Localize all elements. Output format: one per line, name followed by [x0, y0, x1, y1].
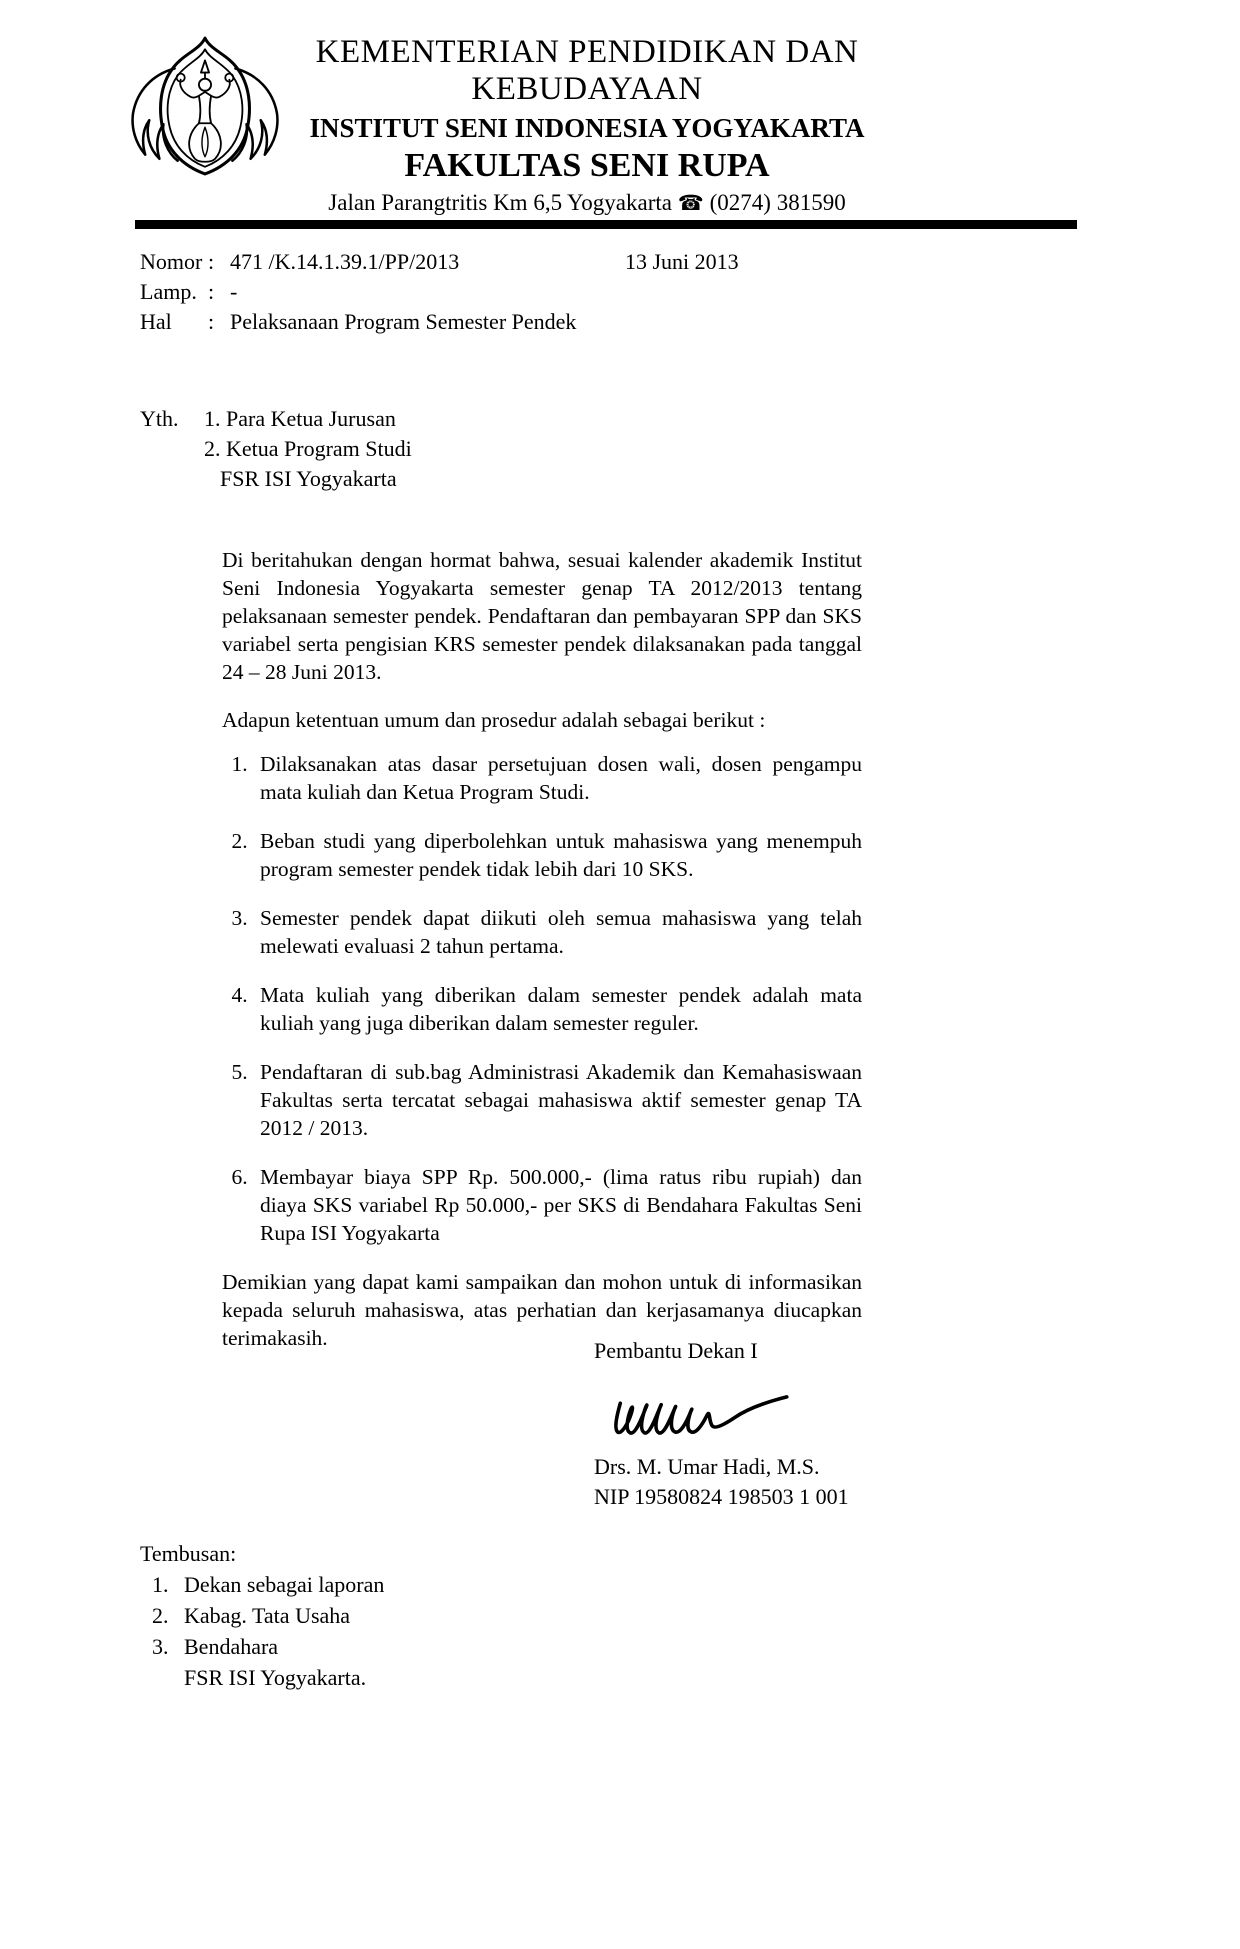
term-item: 6. Membayar biaya SPP Rp. 500.000,- (lima ratus ribu rupiah) dan diaya SKS variabel Rp 50.000,- per SKS di Bendahara Fakultas Seni Rupa ISI Yogyakarta — [253, 1163, 862, 1247]
nomor-value: 471 /K.14.1.39.1/PP/2013 — [230, 249, 460, 274]
lamp-row — [140, 277, 900, 307]
hal-row — [140, 307, 900, 337]
signer-title: Pembantu Dekan I — [594, 1338, 758, 1363]
phone-icon: ☎ — [677, 191, 704, 216]
ministry-name: KEMENTERIAN PENDIDIKAN DAN KEBUDAYAAN — [315, 34, 859, 107]
letterhead — [262, 34, 912, 216]
term-item: 2. Beban studi yang diperbolehkan untuk mahasiswa yang menempuh program semester pendek tidak lebih dari 10 SKS. — [253, 827, 862, 883]
lamp-label: Lamp. — [140, 279, 197, 304]
cc-label: Tembusan: — [140, 1541, 237, 1566]
nomor-colon: : — [208, 249, 215, 274]
hal-colon: : — [208, 309, 215, 334]
cc-footer: FSR ISI Yogyakarta. — [184, 1665, 367, 1690]
term-item: 3. Semester pendek dapat diikuti oleh semua mahasiswa yang telah melewati evaluasi 2 tahun pertama. — [253, 904, 862, 960]
signer-nip: NIP 19580824 198503 1 001 — [594, 1484, 849, 1509]
reference-block — [140, 247, 900, 337]
letter-date: 13 Juni 2013 — [625, 249, 739, 274]
recipient-line: 1. Para Ketua Jurusan — [204, 406, 396, 431]
terms-intro: Adapun ketentuan umum dan prosedur adalah sebagai berikut : — [222, 708, 766, 732]
cc-item: 1. Dekan sebagai laporan — [174, 1569, 560, 1600]
closing-paragraph: Demikian yang dapat kami sampaikan dan mohon untuk di informasikan kepada seluruh mahasiswa, atas perhatian dan kerjasamanya diucapkan terimakasih. — [222, 1270, 862, 1350]
recipient-lines — [204, 404, 412, 494]
terms-list — [222, 750, 862, 1247]
term-item: 1. Dilaksanakan atas dasar persetujuan dosen wali, dosen pengampu mata kuliah dan Ketua Program Studi. — [253, 750, 862, 806]
signer-name: Drs. M. Umar Hadi, M.S. — [594, 1454, 820, 1479]
letterhead-divider — [135, 220, 1077, 229]
institute-name: INSTITUT SENI INDONESIA YOGYAKARTA — [309, 112, 865, 143]
nomor-row — [140, 247, 900, 277]
cc-block — [140, 1538, 560, 1693]
salutation: Yth. — [140, 406, 179, 431]
recipient-line: 2. Ketua Program Studi — [204, 436, 412, 461]
letter-body — [222, 546, 862, 1352]
opening-paragraph: Di beritahukan dengan hormat bahwa, sesuai kalender akademik Institut Seni Indonesia Yogyakarta semester genap TA 2012/2013 tentang pelaksanaan semester pendek. Pendaftaran dan pembayaran SPP dan SKS variabel serta pengisian KRS semester pendek dilaksanakan pada tanggal 24 – 28 Juni 2013. — [222, 548, 862, 684]
recipient-line: FSR ISI Yogyakarta — [220, 466, 397, 491]
lamp-colon: : — [208, 279, 215, 304]
phone-number: (0274) 381590 — [709, 190, 846, 216]
street-address: Jalan Parangtritis Km 6,5 Yogyakarta — [328, 190, 672, 216]
hal-value: Pelaksanaan Program Semester Pendek — [230, 309, 577, 334]
address-line — [262, 190, 912, 216]
recipient-block — [140, 404, 412, 494]
lamp-value: - — [230, 279, 238, 304]
cc-item: 2. Kabag. Tata Usaha — [174, 1600, 560, 1631]
nomor-label: Nomor — [140, 249, 203, 274]
handwritten-signature — [604, 1378, 804, 1450]
cc-list — [140, 1569, 560, 1662]
faculty-name: FAKULTAS SENI RUPA — [404, 147, 770, 185]
signature-block — [594, 1336, 934, 1512]
term-item: 5. Pendaftaran di sub.bag Administrasi Akademik dan Kemahasiswaan Fakultas serta tercatat sebagai mahasiswa aktif semester genap TA 2012 / 2013. — [253, 1058, 862, 1142]
term-item: 4. Mata kuliah yang diberikan dalam semester pendek adalah mata kuliah yang juga diberikan dalam semester reguler. — [253, 981, 862, 1037]
cc-item: 3. Bendahara — [174, 1631, 560, 1662]
hal-label: Hal — [140, 309, 172, 334]
